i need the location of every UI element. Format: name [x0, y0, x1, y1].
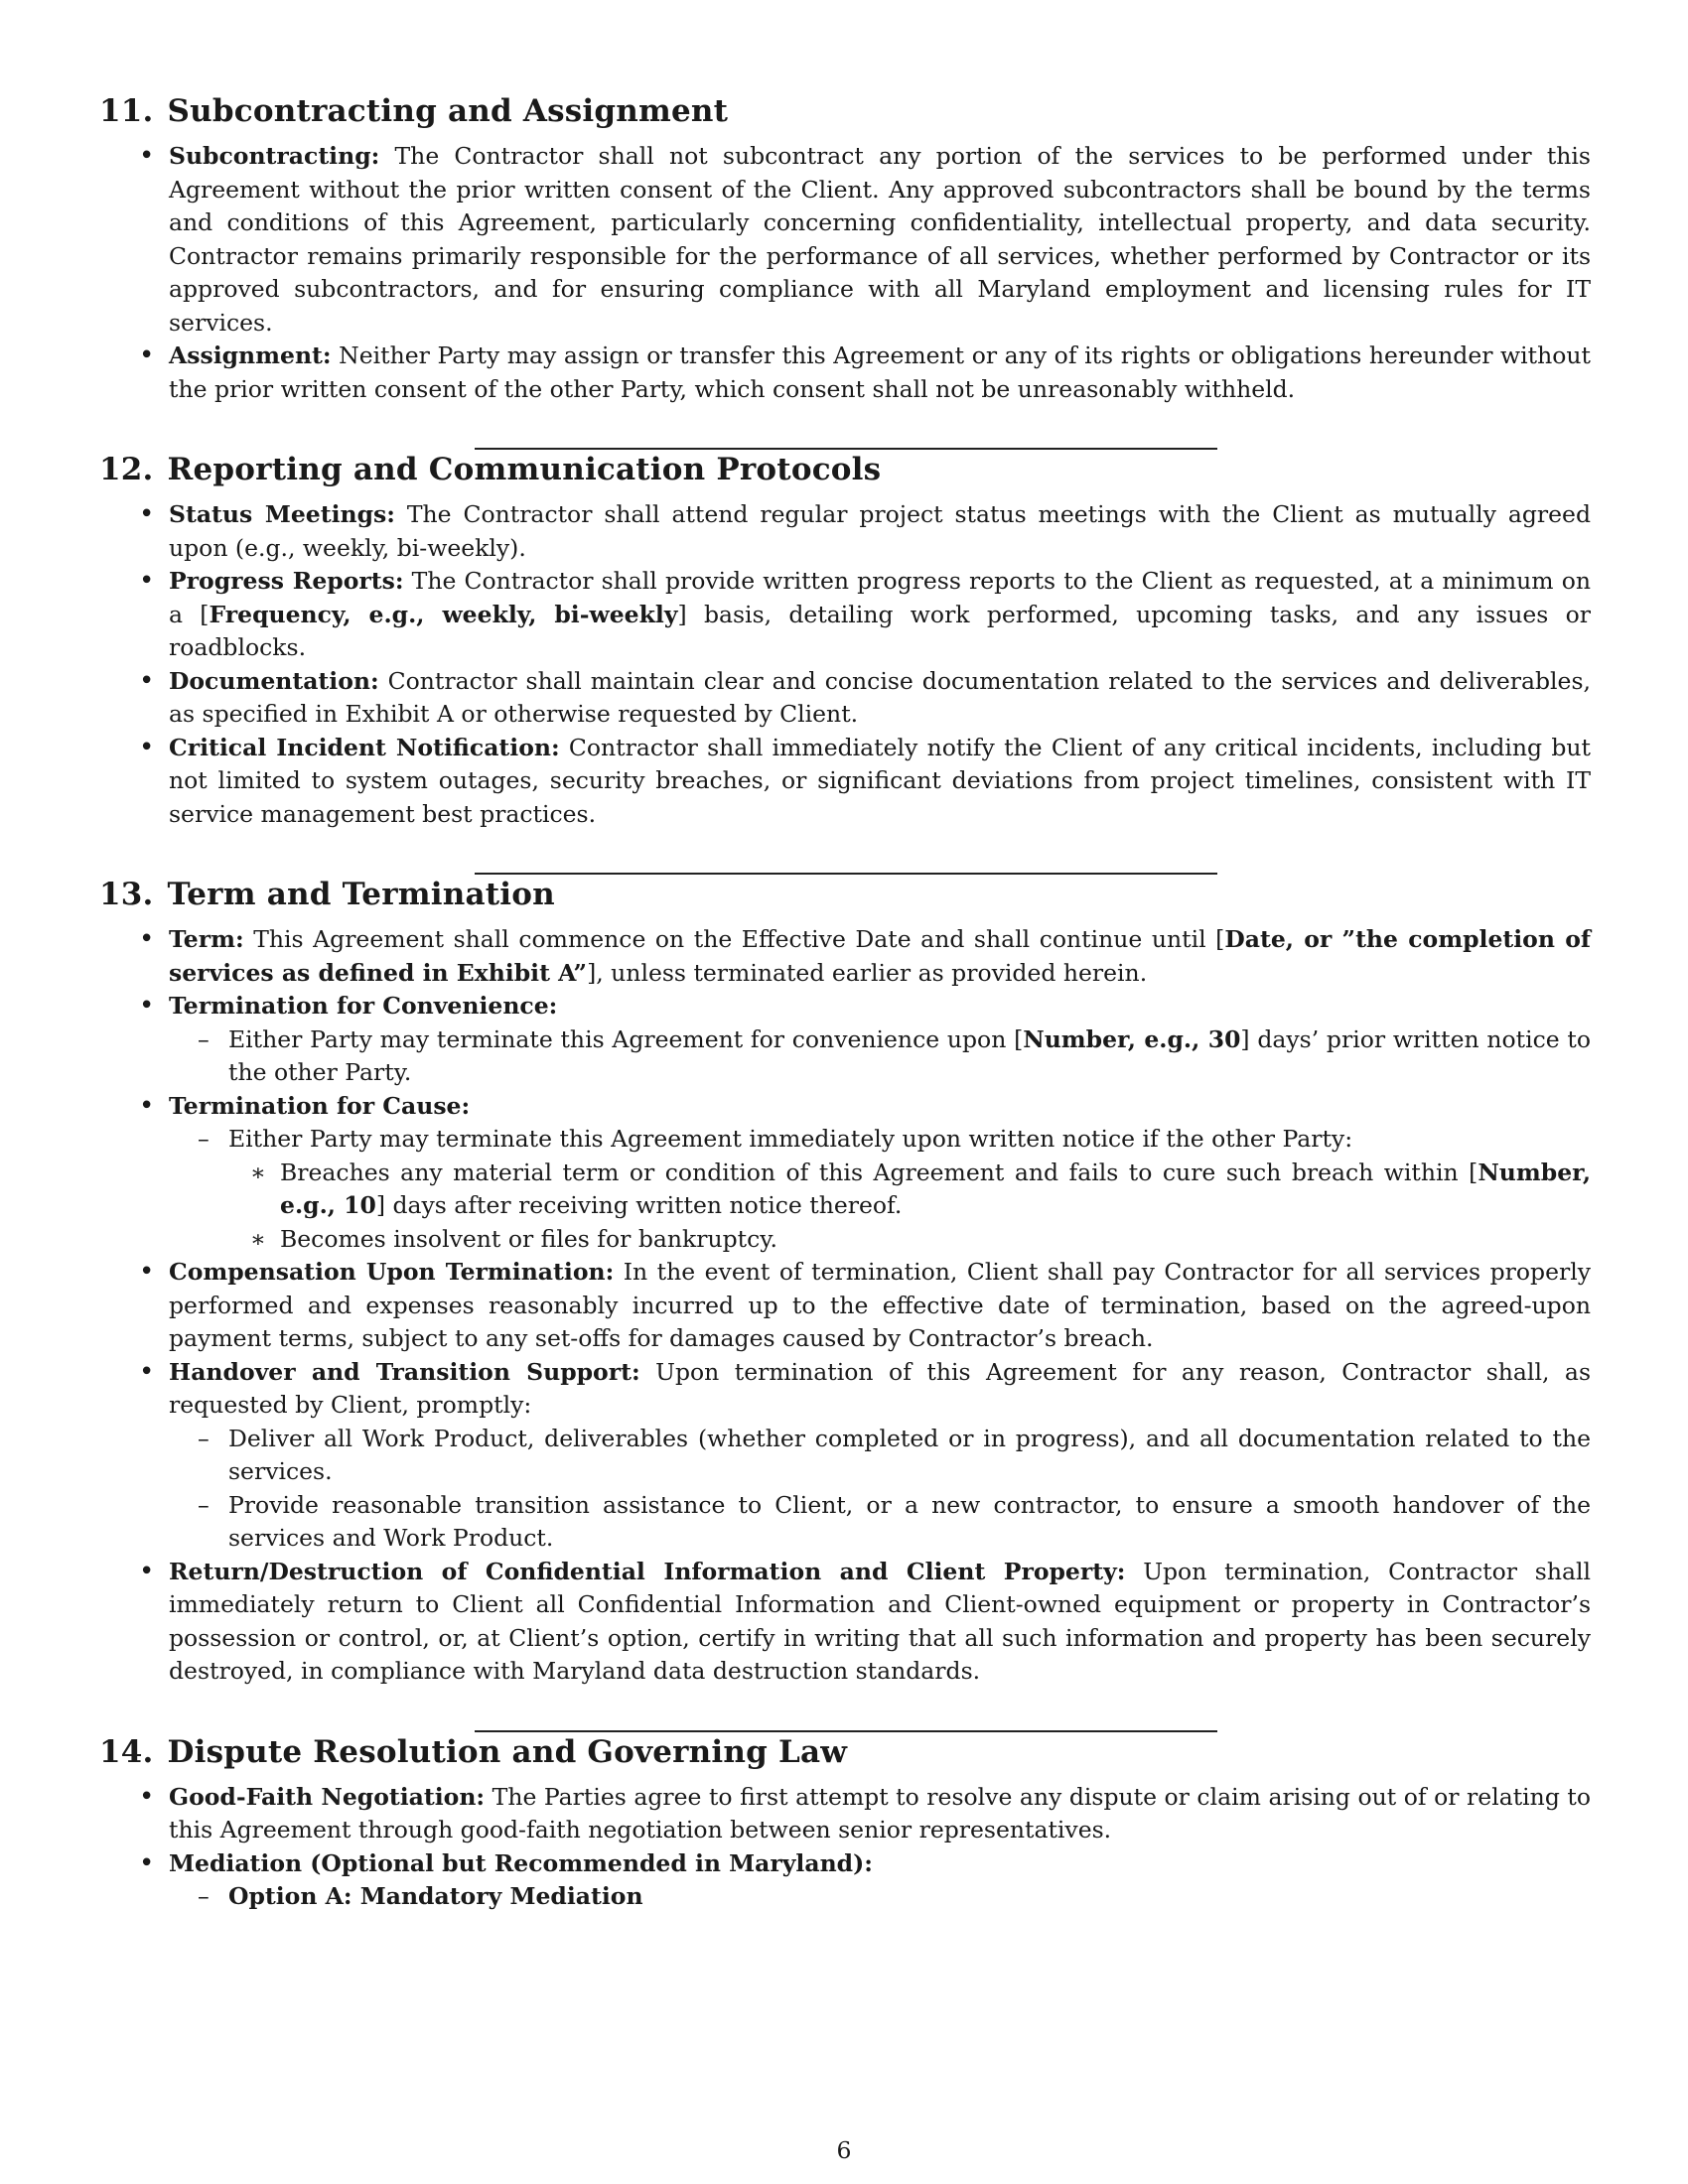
placeholder-field: Number, e.g., 30 [1023, 1024, 1241, 1053]
bullet-list [99, 1781, 1591, 1914]
list-item [169, 565, 1591, 665]
section-13 [99, 875, 1591, 1689]
item-text: Contractor shall maintain clear and concise documentation related to the services and deliverables, as specified in Exhibit A or otherwise requested by Client. [169, 666, 1591, 728]
item-label: Mediation (Optional but Recommended in Maryland): [169, 1848, 873, 1877]
item-text: The Contractor shall attend regular project status meetings with the Client as mutually agreed upon (e.g., weekly, bi-weekly). [169, 500, 1591, 562]
item-label: Progress Reports: [169, 567, 404, 595]
item-label: Assignment: [169, 341, 332, 369]
item-label: Documentation: [169, 666, 379, 695]
section-14 [99, 1732, 1591, 1914]
item-text: Upon termination, Contractor shall immediately return to Client all Confidential Information and Client-owned equipment or property in Contractor’s possession or control, or, at Client’s option, certify in writing that all such information and property has been securely destroyed, in compliance with Maryland data destruction standards. [169, 1557, 1591, 1685]
section-heading: 13. Term and Termination [99, 877, 555, 912]
item-text: The Contractor shall provide written progress reports to the Client as requested, at a minimum on a [ [169, 567, 1591, 628]
list-item [169, 1256, 1591, 1356]
item-text: Neither Party may assign or transfer this Agreement or any of its rights or obligations hereunder without the prior written consent of the other Party, which consent shall not be unreasonably withheld. [169, 341, 1591, 403]
list-item [169, 1847, 1591, 1914]
item-label: Return/Destruction of Confidential Information and Client Property: [169, 1557, 1126, 1585]
section-heading: 14. Dispute Resolution and Governing Law [99, 1733, 848, 1770]
item-label: Subcontracting: [169, 142, 380, 170]
section-heading: 12. Reporting and Communication Protocols [99, 452, 882, 487]
sub-list-item: – Either Party may terminate this Agreement immediately upon written notice if the other Party: ∗ Breaches any material term or condition of this Agreement and fails to cure such breach within [Number, e.g., 10] days after receiving written notice thereof. ∗ Becomes insolvent or files for bankruptcy. [228, 1123, 1591, 1256]
sub-list-item: – Option A: Mandatory Mediation [228, 1880, 1591, 1914]
sub-sub-list [228, 1157, 1591, 1257]
list-item [169, 498, 1591, 565]
list-item [169, 340, 1591, 406]
section-12 [99, 450, 1591, 831]
sub-list [169, 1880, 1591, 1914]
item-text: Upon termination of this Agreement for any reason, Contractor shall, as requested by Client, promptly: [169, 1357, 1592, 1419]
item-text: ] basis, detailing work performed, upcoming tasks, and any issues or roadblocks. [169, 600, 1591, 661]
list-item [169, 1556, 1591, 1689]
list-item [169, 923, 1591, 990]
sub-list-item: – Provide reasonable transition assistance to Client, or a new contractor, to ensure a smooth handover of the services and Work Product. [228, 1489, 1591, 1556]
placeholder-field: Frequency, e.g., weekly, bi-weekly [209, 600, 678, 628]
item-label: Termination for Cause: [169, 1091, 471, 1120]
sub-list-item: – Either Party may terminate this Agreement for convenience upon [Number, e.g., 30] days’ prior written notice to the other Party. [228, 1024, 1591, 1090]
sub-sub-list-item: ∗ Becomes insolvent or files for bankruptcy. [280, 1223, 1591, 1257]
section-heading: 11. Subcontracting and Assignment [99, 93, 729, 129]
bullet-list [99, 498, 1591, 831]
item-text: The Parties agree to first attempt to resolve any dispute or claim arising out of or relating to this Agreement through good-faith negotiation between senior representatives. [169, 1782, 1591, 1843]
item-label: Compensation Upon Termination: [169, 1258, 615, 1286]
page-number: 6 [836, 2136, 852, 2164]
sub-sub-list-item: ∗ Breaches any material term or condition of this Agreement and fails to cure such breach within [Number, e.g., 10] days after receiving written notice thereof. [280, 1157, 1591, 1223]
section-11 [99, 91, 1591, 406]
item-label: Critical Incident Notification: [169, 733, 560, 761]
sub-list-item: – Deliver all Work Product, deliverables (whether completed or in progress), and all documentation related to the services. [228, 1423, 1591, 1489]
placeholder-field: Number, e.g., 10 [280, 1158, 1591, 1219]
list-item [169, 732, 1591, 832]
item-text: ], unless terminated earlier as provided herein. [587, 958, 1148, 987]
item-label: Termination for Convenience: [169, 992, 558, 1020]
item-label: Good-Faith Negotiation: [169, 1782, 486, 1811]
item-text: In the event of termination, Client shall pay Contractor for all services properly performed and expenses reasonably incurred up to the effective date of termination, based on the agreed-upon payment terms, subject to any set-offs for damages caused by Contractor’s breach. [169, 1258, 1591, 1352]
list-item [169, 140, 1591, 340]
list-item [169, 990, 1591, 1090]
item-label: Handover and Transition Support: [169, 1357, 640, 1386]
item-text: This Agreement shall commence on the Effective Date and shall continue until [ [243, 925, 1225, 953]
item-text: The Contractor shall not subcontract any portion of the services to be performed under this Agreement without the prior written consent of the Client. Any approved subcontractors shall be bound by the terms and conditions of this Agreement, particularly concerning confidentiality, intellectual property, and data security. Contractor remains primarily responsible for the performance of all services, whether performed by Contractor or its approved subcontractors, and for ensuring compliance with all Maryland employment and licensing rules for IT services. [169, 142, 1591, 337]
sub-list [169, 1423, 1591, 1556]
item-label: Term: [169, 925, 244, 953]
list-item [169, 665, 1591, 732]
bullet-list [99, 923, 1591, 1689]
list-item [169, 1090, 1591, 1257]
placeholder-field: Date, or ”the completion of services as defined in Exhibit A” [169, 925, 1591, 987]
sub-list [169, 1123, 1591, 1256]
item-text: Contractor shall immediately notify the Client of any critical incidents, including but not limited to system outages, security breaches, or significant deviations from project timelines, consistent with IT service management best practices. [169, 733, 1591, 828]
item-label: Status Meetings: [169, 500, 395, 528]
list-item [169, 1356, 1591, 1556]
bullet-list [99, 140, 1591, 406]
sub-list [169, 1024, 1591, 1090]
list-item [169, 1781, 1591, 1847]
